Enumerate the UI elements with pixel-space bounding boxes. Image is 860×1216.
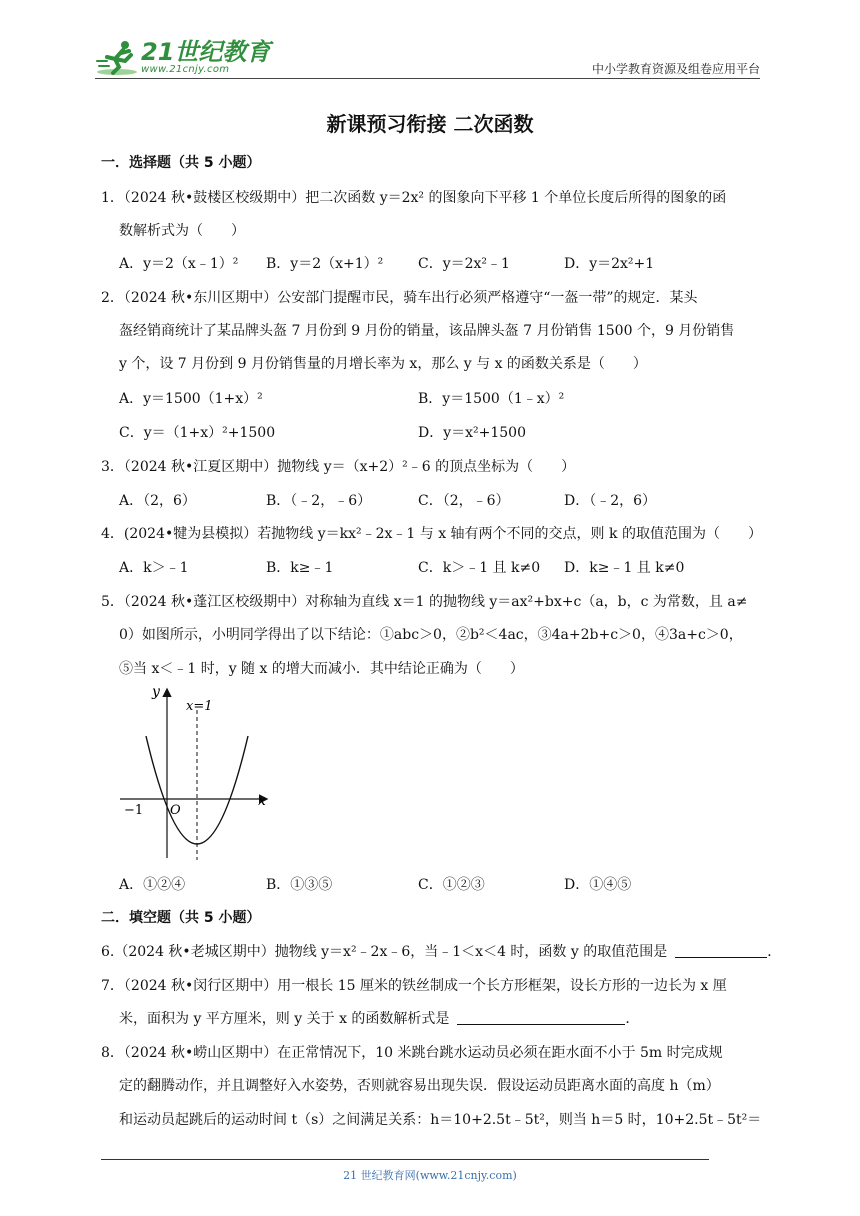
q1-option-c[interactable]: C．y＝2x²﹣1 [418, 256, 510, 272]
q5-option-a[interactable]: A．①②④ [119, 877, 186, 893]
q1-option-b[interactable]: B．y＝2（x+1）² [266, 256, 384, 272]
q4-line-1: 4．(2024•犍为县模拟）若抛物线 y＝kx²﹣2x﹣1 与 x 轴有两个不同的交点，则 k 的取值范围为（ ） [101, 526, 762, 542]
q6-line-1 [101, 941, 782, 961]
q2-option-a[interactable]: A．y＝1500（1+x）² [119, 391, 263, 407]
x-axis-label: x [258, 793, 266, 809]
q2-option-c[interactable]: C．y＝（1+x）²+1500 [119, 425, 276, 441]
q7-line-1: 7．（2024 秋•闵行区期中）用一根长 15 厘米的铁丝制成一个长方形框架，设长方形的一边长为 x 厘 [101, 978, 727, 994]
origin-label: O [170, 803, 181, 818]
q5-option-c[interactable]: C．①②③ [418, 877, 485, 893]
q2-line-1: 2．（2024 秋•东川区期中）公安部门提醒市民，骑车出行必须严格遵守“一盔一带”的规定．某头 [101, 290, 698, 306]
q7-line-2 [119, 1008, 779, 1028]
q5-line-2: 0）如图所示，小明同学得出了以下结论：①abc＞0，②b²＜4ac，③4a+2b+c＞0，④3a+c＞0， [119, 627, 743, 643]
platform-name: 中小学教育资源及组卷应用平台 [591, 62, 760, 76]
q3-option-a[interactable]: A．（2，6） [119, 493, 196, 509]
q2-line-3: y 个，设 7 月份到 9 月份销售量的月增长率为 x，那么 y 与 x 的函数关系是（ ） [119, 356, 647, 372]
q4-option-a[interactable]: A．k＞﹣1 [119, 560, 189, 576]
q3-option-b[interactable]: B．（﹣2，﹣6） [266, 493, 372, 509]
q2-option-b[interactable]: B．y＝1500（1﹣x）² [418, 391, 565, 407]
q5-option-b[interactable]: B．①③⑤ [266, 877, 333, 893]
section-heading-choice: 一．选择题（共 5 小题） [101, 155, 261, 171]
q5-line-1: 5．（2024 秋•蓬江区校级期中）对称轴为直线 x＝1 的抛物线 y＝ax²+bx+c（a，b，c 为常数，且 a≠ [101, 594, 748, 610]
q7-answer-blank[interactable] [457, 1010, 625, 1025]
footer-divider [101, 1159, 709, 1160]
document-title: 新课预习衔接 二次函数 [326, 112, 534, 136]
q3-option-d[interactable]: D．（﹣2，6） [564, 493, 657, 509]
y-axis-label: y [152, 684, 160, 700]
section-heading-fill: 二．填空题（共 5 小题） [101, 910, 261, 926]
runner-logo-icon [95, 39, 139, 77]
q4-option-d[interactable]: D．k≥﹣1 且 k≠0 [564, 560, 685, 576]
logo-title: 21世纪教育 [141, 38, 271, 66]
q5-line-3: ⑤当 x＜﹣1 时，y 随 x 的增大而减小．其中结论正确为（ ） [119, 661, 524, 677]
q7-end: ． [625, 1011, 640, 1027]
footer-link[interactable]: 21 世纪教育网(www.21cnjy.com) [343, 1169, 517, 1182]
q1-line-1: 1．（2024 秋•鼓楼区校级期中）把二次函数 y＝2x² 的图象向下平移 1 个单位长度后所得的图象的函 [101, 190, 727, 206]
q6-end: ． [767, 944, 782, 960]
q3-option-c[interactable]: C．（2，﹣6） [418, 493, 510, 509]
q1-option-d[interactable]: D．y＝2x²+1 [564, 256, 655, 272]
page-header [95, 36, 760, 80]
q6-text: 6.（2024 秋•老城区期中）抛物线 y＝x²﹣2x﹣6，当﹣1＜x＜4 时，函数 y 的取值范围是 [101, 944, 668, 960]
q7-text: 米，面积为 y 平方厘米，则 y 关于 x 的函数解析式是 [119, 1011, 450, 1027]
q4-option-b[interactable]: B．k≥﹣1 [266, 560, 334, 576]
parabola-graph [116, 684, 276, 864]
q1-line-2: 数解析式为（ ） [119, 223, 245, 239]
q3-line-1: 3．（2024 秋•江夏区期中）抛物线 y＝（x+2）²﹣6 的顶点坐标为（ ） [101, 459, 576, 475]
q8-line-3: 和运动员起跳后的运动时间 t（s）之间满足关系：h＝10+2.5t﹣5t²，则当 h＝5 时，10+2.5t﹣5t²＝ [119, 1112, 762, 1128]
q1-option-a[interactable]: A．y＝2（x﹣1）² [119, 256, 239, 272]
site-logo[interactable] [95, 36, 270, 80]
q6-answer-blank[interactable] [675, 943, 767, 958]
q2-line-2: 盔经销商统计了某品牌头盔 7 月份到 9 月份的销量，该品牌头盔 7 月份销售 1500 个，9 月份销售 [119, 323, 735, 339]
header-divider [95, 78, 760, 79]
symmetry-axis-label: x=1 [186, 699, 213, 714]
q4-option-c[interactable]: C．k＞﹣1 且 k≠0 [418, 560, 541, 576]
q8-line-1: 8．（2024 秋•崂山区期中）在正常情况下，10 米跳台跳水运动员必须在距水面不小于 5m 时完成规 [101, 1045, 723, 1061]
neg-one-label: −1 [124, 803, 144, 818]
q2-option-d[interactable]: D．y＝x²+1500 [418, 425, 527, 441]
q8-line-2: 定的翻腾动作，并且调整好入水姿势，否则就容易出现失误．假设运动员距离水面的高度 h（m） [119, 1078, 720, 1094]
logo-url: www.21cnjy.com [141, 64, 230, 75]
q5-option-d[interactable]: D．①④⑤ [564, 877, 632, 893]
